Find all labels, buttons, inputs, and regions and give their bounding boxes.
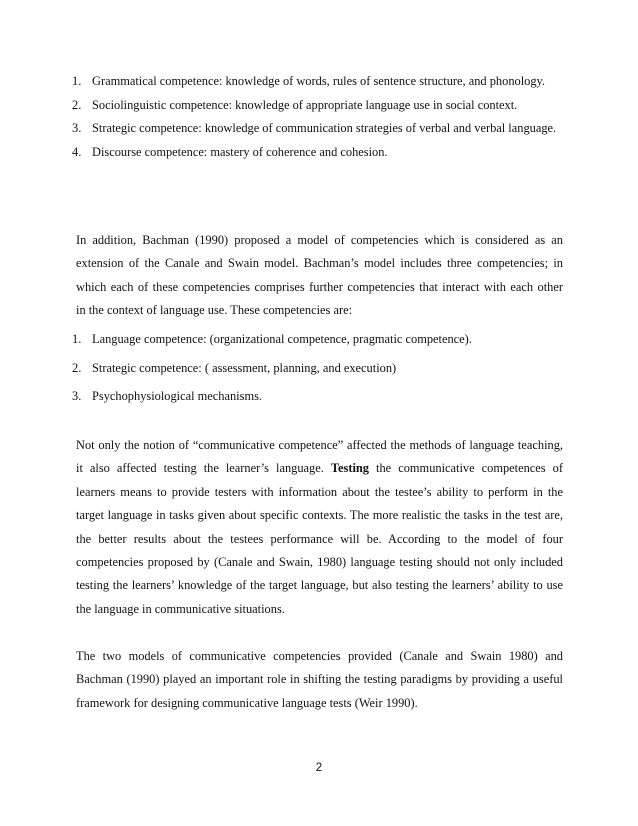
paragraph-line: competencies proposed by (Canale and Swain, 1980) language testing should not only included xyxy=(76,555,563,570)
bold-term-testing: Testing xyxy=(330,461,369,476)
paragraph-line xyxy=(76,457,563,480)
list-number: 3. xyxy=(72,121,82,135)
paragraph-line: framework for designing communicative language tests (Weir 1990). xyxy=(76,695,418,710)
paragraph-line: testing the learners’ knowledge of the target language, but also testing the learners’ ability to use xyxy=(76,578,563,593)
paragraph-line: target language in tasks given about specific contexts. The more realistic the tasks in the test are, xyxy=(76,508,563,523)
paragraph-line: the language in communicative situations. xyxy=(76,601,285,616)
list-text: Language competence: (organizational competence, pragmatic competence). xyxy=(92,332,472,346)
list-text: Strategic competence: ( assessment, planning, and execution) xyxy=(92,360,397,375)
competence-list-canale-swain xyxy=(72,70,562,164)
paragraph-line: Not only the notion of “communicative competence” affected the methods of language teaching, xyxy=(76,438,563,452)
list-number: 4. xyxy=(72,144,82,159)
list-text: Strategic competence: knowledge of communication strategies of verbal and verbal language. xyxy=(92,121,557,135)
paragraph-line: which each of these competencies comprises further competencies that interact with each other xyxy=(76,279,563,294)
paragraph-line: The two models of communicative competencies provided (Canale and Swain 1980) and xyxy=(76,649,563,663)
paragraph-bachman-model xyxy=(76,229,563,323)
list-text: Psychophysiological mechanisms. xyxy=(92,389,263,403)
paragraph-line: the better results about the testees performance will be. According to the model of four xyxy=(76,531,563,546)
paragraph-line: extension of the Canale and Swain model. Bachman’s model includes three competencies; in xyxy=(76,256,563,271)
text-run: the communicative competences of xyxy=(376,461,563,476)
list-item xyxy=(72,385,562,409)
competence-list-bachman xyxy=(72,328,562,409)
page-number: 2 xyxy=(315,762,323,774)
list-number: 1. xyxy=(72,74,82,88)
list-text: Grammatical competence: knowledge of words, rules of sentence structure, and phonology. xyxy=(92,74,546,88)
paragraph-two-models xyxy=(76,645,563,715)
paragraph-line: in the context of language use. These competencies are: xyxy=(76,303,353,318)
list-number: 2. xyxy=(72,97,82,112)
list-item xyxy=(72,117,562,141)
paragraph-line: Bachman (1990) played an important role in shifting the testing paradigms by providing a useful xyxy=(76,672,563,687)
list-text: Discourse competence: mastery of coherence and cohesion. xyxy=(92,144,388,159)
list-text: Sociolinguistic competence: knowledge of appropriate language use in social context. xyxy=(92,97,518,112)
list-item xyxy=(72,357,562,381)
list-item xyxy=(72,94,562,118)
paragraph-line: learners means to provide testers with information about the testee’s ability to perform in the xyxy=(76,484,563,499)
list-item xyxy=(72,70,562,94)
list-number: 3. xyxy=(72,389,82,403)
list-number: 2. xyxy=(72,360,82,375)
paragraph-line: In addition, Bachman (1990) proposed a model of competencies which is considered as an xyxy=(76,233,563,247)
list-number: 1. xyxy=(72,332,82,346)
paragraph-communicative-testing xyxy=(76,434,563,621)
text-run: it also affected testing the learner’s language. xyxy=(76,461,324,476)
list-item xyxy=(72,141,562,165)
list-item xyxy=(72,328,562,352)
